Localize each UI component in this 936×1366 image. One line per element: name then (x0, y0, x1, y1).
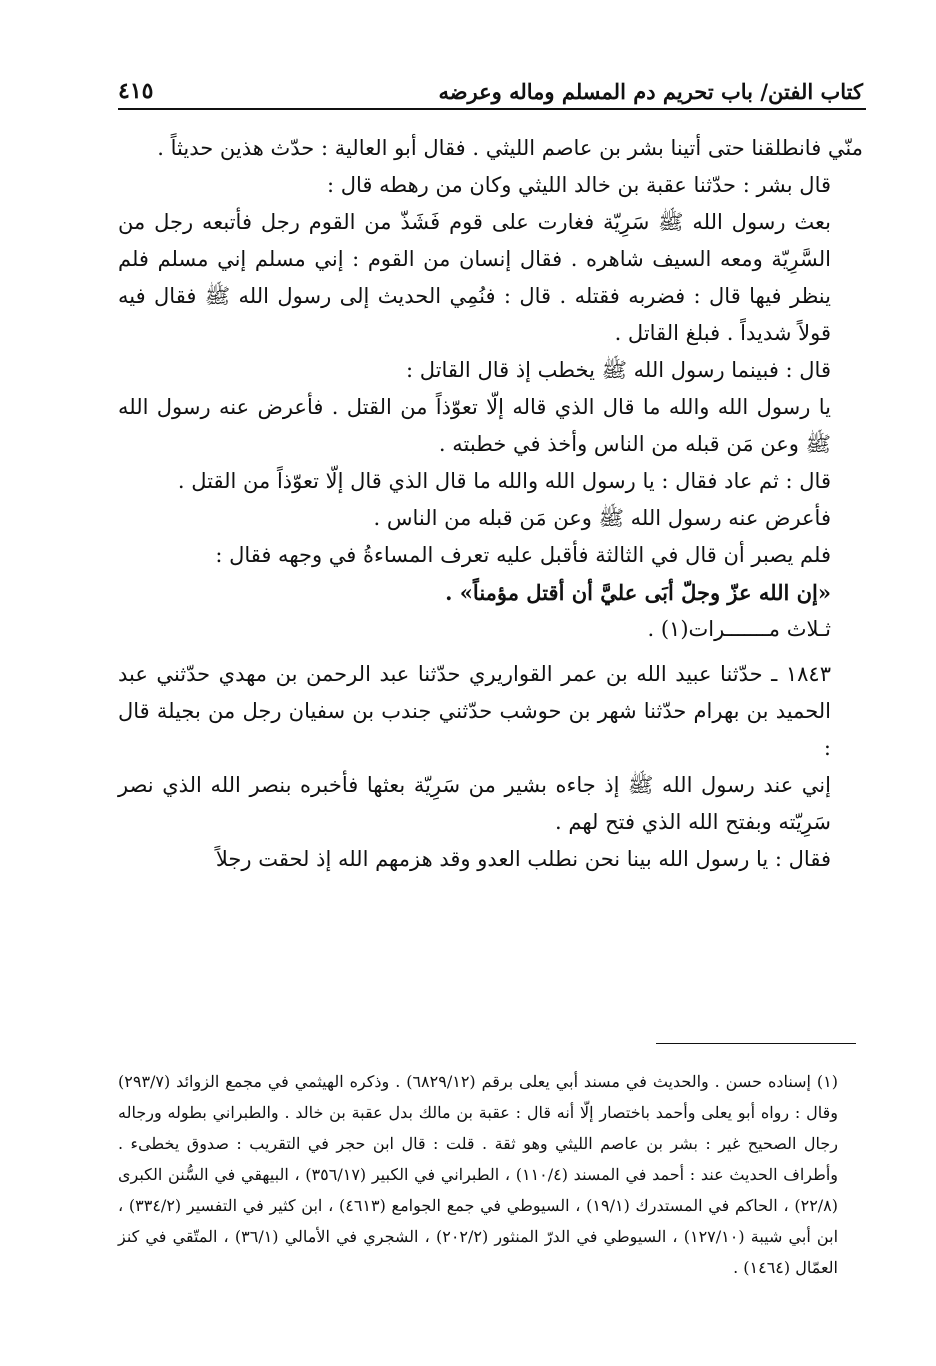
header-rule (118, 108, 866, 110)
prophetic-quote: «إن الله عزّ وجلّ أبَى عليَّ أن أقتل مؤمناً» . (445, 580, 831, 605)
paragraph: ثـلاث مـــــــرات(١) . (647, 617, 831, 641)
paragraph: قال : ثم عاد فقال : يا رسول الله والله ما قال الذي قال إلّا تعوّذاً من القتل . (177, 469, 831, 493)
hadith-paragraph: ١٨٤٣ ـ حدّثنا عبيد الله بن عمر القواريري حدّثنا عبد الرحمن بن مهدي حدّثني عبد الحميد بن بهرام حدّثنا شهر بن حوشب حدّثني جندب بن سفيان رجل من بجيلة قال : (118, 662, 831, 760)
paragraph: فلم يصبر أن قال في الثالثة فأقبل عليه تعرف المساءةُ في وجهه فقال : (215, 543, 831, 567)
paragraph: يا رسول الله والله ما قال الذي قاله إلّا تعوّذاً من القتل . فأعرض عنه رسول الله ﷺ وعن مَن قبله من الناس وأخذ في خطبته . (118, 395, 831, 456)
paragraph: قال بشر : حدّثنا عقبة بن خالد الليثي وكان من رهطه قال : (326, 173, 831, 197)
running-title: كتاب الفتن/ باب تحريم دم المسلم وماله وعرضه (438, 79, 863, 104)
paragraph: بعث رسول الله ﷺ سَرِيّة فغارت على قوم فَشَذّ من القوم رجل فأتبعه رجل من السَّرِيّة ومعه السيف شاهره . فقال إنسان من القوم : إني مسلم إني مسلم فلم ينظر فيها قال : فضربه فقتله . قال : فنُمِي الحديث إلى رسول الله ﷺ فقال فيه قولاً شديداً . فبلغ القاتل . (118, 210, 831, 345)
page-header (118, 68, 863, 104)
paragraph: قال : فبينما رسول الله ﷺ يخطب إذ قال القاتل : (406, 358, 831, 382)
main-text (118, 130, 863, 878)
footnote: (١) إسناده حسن . والحديث في مسند أبي يعلى برقم (٦٨٢٩/١٢) . وذكره الهيثمي في مجمع الزوائد (٢٩٣/٧) وقال : رواه أبو يعلى وأحمد باختصار إلّا أنه قال : عقبة بن مالك بدل عقبة بن خالد . والطبراني بطوله ورجاله رجال الصحيح غير : بشر بن عاصم الليثي وهو ثقة . قلت : قال ابن حجر في التقريب : صدوق يخطىء . وأطراف الحديث عند : أحمد في المسند (١١٠/٤) ، الطبراني في الكبير (٣٥٦/١٧) ، البيهقي في السُّنن الكبرى (٢٢/٨) ، الحاكم في المستدرك (١٩/١) ، السيوطي في جمع الجوامع (٤٦١٣) ، ابن كثير في التفسير (٣٣٤/٢) ، ابن أبي شيبة (١٢٧/١٠) ، السيوطي في الدرّ المنثور (٢٠٢/٢) ، الشجري في الأمالي (٣٦/١) ، المتّقي في كنز العمّال (١٤٦٤) . (118, 1072, 839, 1277)
paragraph: فأعرض عنه رسول الله ﷺ وعن مَن قبله من الناس . (373, 506, 831, 530)
paragraph: إني عند رسول الله ﷺ إذ جاءه بشير من سَرِيّة بعثها فأخبره بنصر الله الذي نصر سَرِيّته وبفتح الله الذي فتح لهم . (118, 773, 831, 834)
footnote-rule (656, 1043, 856, 1044)
footnotes (118, 1066, 860, 1283)
paragraph: منّي فانطلقنا حتى أتينا بشر بن عاصم الليثي . فقال أبو العالية : حدّث هذين حديثاً . (157, 136, 863, 160)
page-number: ٤١٥ (118, 78, 154, 104)
paragraph: فقال : يا رسول الله بينا نحن نطلب العدو وقد هزمهم الله إذ لحقت رجلاً (215, 847, 831, 871)
